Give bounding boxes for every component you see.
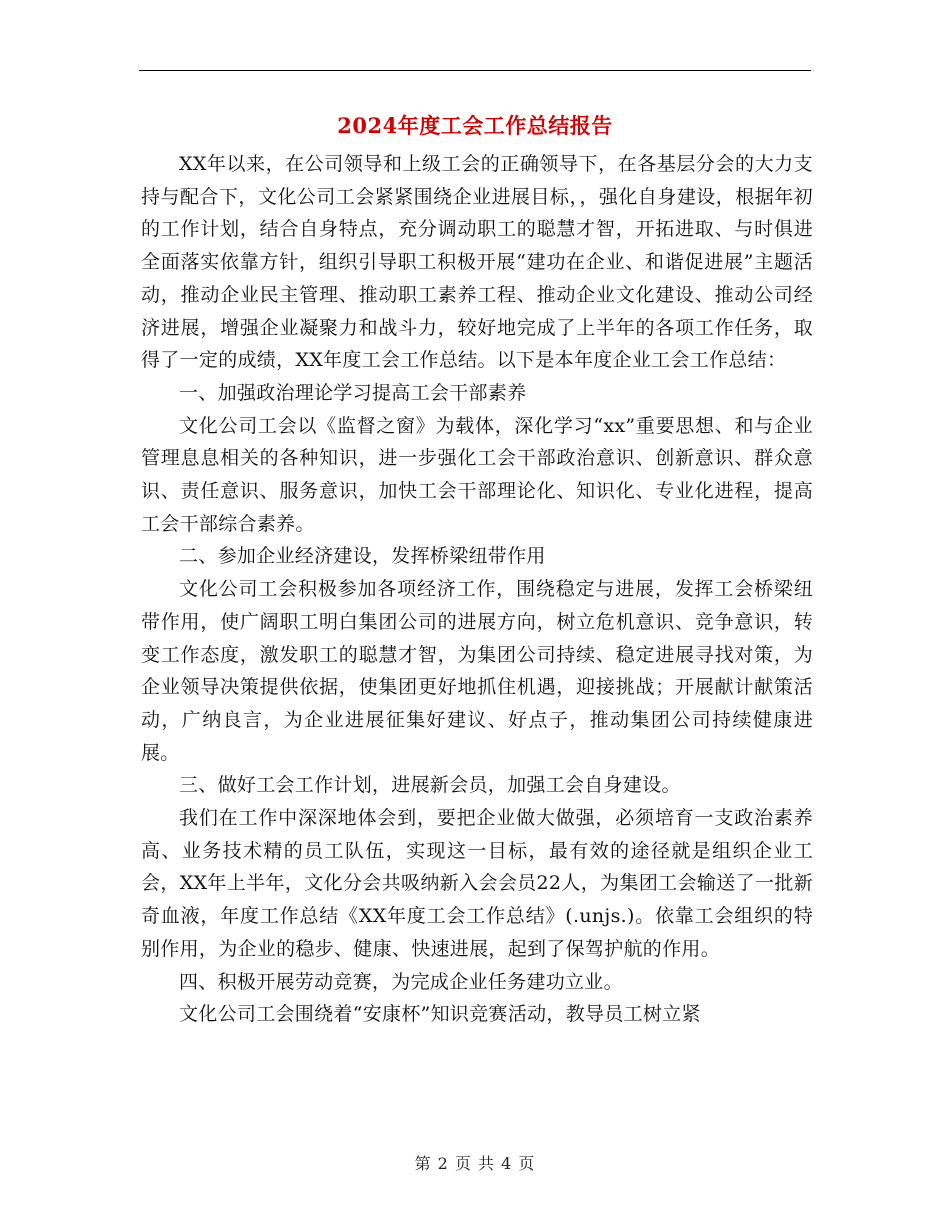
paragraph-section-4: 文化公司工会围绕着“安康杯”知识竞赛活动，教导员工树立紧: [179, 1003, 701, 1026]
section-heading-3: 三、做好工会工作计划，进展新会员，加强工会自身建设。: [179, 774, 681, 797]
section-heading-1: 一、加强政治理论学习提高工会干部素养: [179, 381, 527, 404]
paragraph-section-2: 文化公司工会积极参加各项经济工作，围绕稳定与进展，发挥工会桥梁纽带作用，使广阔职工明白集团公司的进展方向，树立危机意识、竞争意识，转变工作态度，激发职工的聪慧才智，为集团公司持续、稳定进展寻找对策，为企业领导决策提供依据，使集团更好地抓住机遇，迎接挑战；开展献计献策活动，广纳良言，为企业进展征集好建议、好点子，推动集团公司持续健康进展。: [141, 578, 813, 764]
header-rule: [139, 70, 811, 71]
paragraph-intro: XX年以来，在公司领导和上级工会的正确领导下，在各基层分会的大力支持与配合下，文化公司工会紧紧围绕企业进展目标，，强化自身建设，根据年初的工作计划，结合自身特点，充分调动职工的聪慧才智，开拓进取、与时俱进全面落实依靠方针，组织引导职工积极开展“建功在企业、和谐促进展”主题活动，推动企业民主管理、推动职工素养工程、推动企业文化建设、推动公司经济进展，增强企业凝聚力和战斗力，较好地完成了上半年的各项工作任务，取得了一定的成绩，XX年度工会工作总结。以下是本年度企业工会工作总结：: [141, 153, 813, 372]
page-number-footer: 第 2 页 共 4 页: [414, 1154, 536, 1173]
section-heading-4: 四、积极开展劳动竞赛，为完成企业任务建功立业。: [179, 970, 623, 993]
paragraph-section-1: 文化公司工会以《监督之窗》为载体，深化学习“xx”重要思想、和与企业管理息息相关的各种知识，进一步强化工会干部政治意识、创新意识、群众意识、责任意识、服务意识，加快工会干部理论化、知识化、专业化进程，提高工会干部综合素养。: [141, 414, 813, 535]
paragraph-section-3: 我们在工作中深深地体会到，要把企业做大做强，必须培育一支政治素养高、业务技术精的员工队伍，实现这一目标，最有效的途径就是组织企业工会，XX年上半年，文化分会共吸纳新入会会员22人，为集团工会输送了一批新奇血液，年度工作总结《XX年度工会工作总结》(.unjs.)。依靠工会组织的特别作用，为企业的稳步、健康、快速进展，起到了保驾护航的作用。: [141, 807, 813, 960]
section-heading-2: 二、参加企业经济建设，发挥桥梁纽带作用: [179, 545, 546, 568]
document-title: 2024年度工会工作总结报告: [337, 113, 613, 138]
document-body: [141, 148, 813, 1031]
